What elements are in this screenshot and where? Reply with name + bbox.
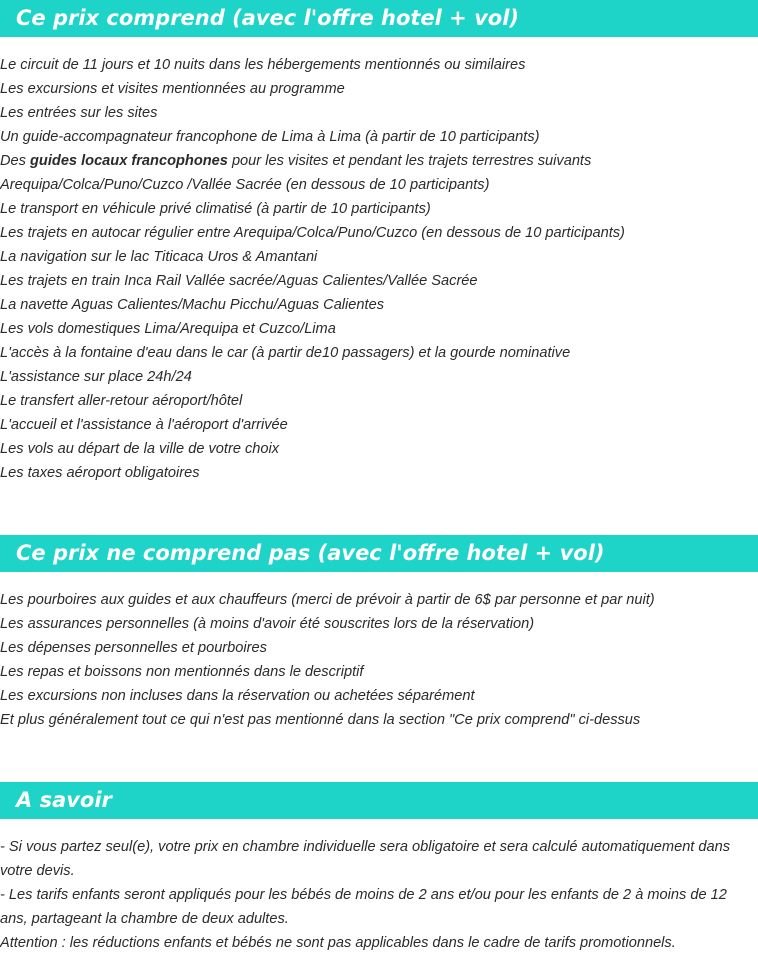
list-item: Les trajets en autocar régulier entre Arequipa/Colca/Puno/Cuzco (en dessous de 10 participants) [0, 225, 625, 241]
list-item: Un guide-accompagnateur francophone de Lima à Lima (à partir de 10 participants) [0, 129, 540, 145]
list-item: Les excursions et visites mentionnées au programme [0, 81, 345, 97]
list-item: - Si vous partez seul(e), votre prix en chambre individuelle sera obligatoire et sera calculé automatiquement dans votre devis. [0, 839, 731, 879]
section-title-a-savoir: A savoir [0, 782, 758, 819]
list-item: - Les tarifs enfants seront appliqués pour les bébés de moins de 2 ans et/ou pour les enfants de 2 à moins de 12 ans, partageant la chambre de deux adultes. [0, 887, 727, 927]
list-item-suffix: pour les visites et pendant les trajets terrestres suivants Arequipa/Colca/Puno/Cuzco /Vallée Sacrée (en dessous de 10 participants) [0, 153, 592, 193]
list-item: Le circuit de 11 jours et 10 nuits dans les hébergements mentionnés ou similaires [0, 57, 526, 73]
list-item: Les vols domestiques Lima/Arequipa et Cuzco/Lima [0, 321, 336, 337]
list-item: Les entrées sur les sites [0, 105, 158, 121]
list-item: Et plus généralement tout ce qui n'est pas mentionné dans la section "Ce prix comprend" ci-dessus [0, 712, 641, 728]
list-item: Les pourboires aux guides et aux chauffeurs (merci de prévoir à partir de 6$ par personne et par nuit) [0, 592, 655, 608]
a-savoir-list [0, 835, 758, 955]
section-title-included: Ce prix comprend (avec l'offre hotel + vol) [0, 0, 758, 37]
list-item: Le transport en véhicule privé climatisé (à partir de 10 participants) [0, 201, 431, 217]
included-list [0, 53, 758, 485]
list-item: Les excursions non incluses dans la réservation ou achetées séparément [0, 688, 475, 704]
list-item: Les repas et boissons non mentionnés dans le descriptif [0, 664, 364, 680]
list-item: L'assistance sur place 24h/24 [0, 369, 192, 385]
list-item [0, 149, 758, 197]
list-item: Les vols au départ de la ville de votre choix [0, 441, 280, 457]
list-item: Les trajets en train Inca Rail Vallée sacrée/Aguas Calientes/Vallée Sacrée [0, 273, 478, 289]
list-item: Le transfert aller-retour aéroport/hôtel [0, 393, 243, 409]
list-item: La navigation sur le lac Titicaca Uros & Amantani [0, 249, 318, 265]
list-item: L'accueil et l'assistance à l'aéroport d'arrivée [0, 417, 288, 433]
list-item: Les dépenses personnelles et pourboires [0, 640, 267, 656]
list-item: Les taxes aéroport obligatoires [0, 465, 200, 481]
not-included-list [0, 588, 758, 732]
list-item-bold: guides locaux francophones [30, 153, 228, 169]
list-item: L'accès à la fontaine d'eau dans le car (à partir de10 passagers) et la gourde nominative [0, 345, 571, 361]
list-item: Les assurances personnelles (à moins d'avoir été souscrites lors de la réservation) [0, 616, 535, 632]
list-item: Attention : les réductions enfants et bébés ne sont pas applicables dans le cadre de tarifs promotionnels. [0, 935, 676, 951]
list-item: La navette Aguas Calientes/Machu Picchu/Aguas Calientes [0, 297, 384, 313]
section-title-not-included: Ce prix ne comprend pas (avec l'offre hotel + vol) [0, 535, 758, 572]
list-item-prefix: Des [0, 153, 31, 169]
